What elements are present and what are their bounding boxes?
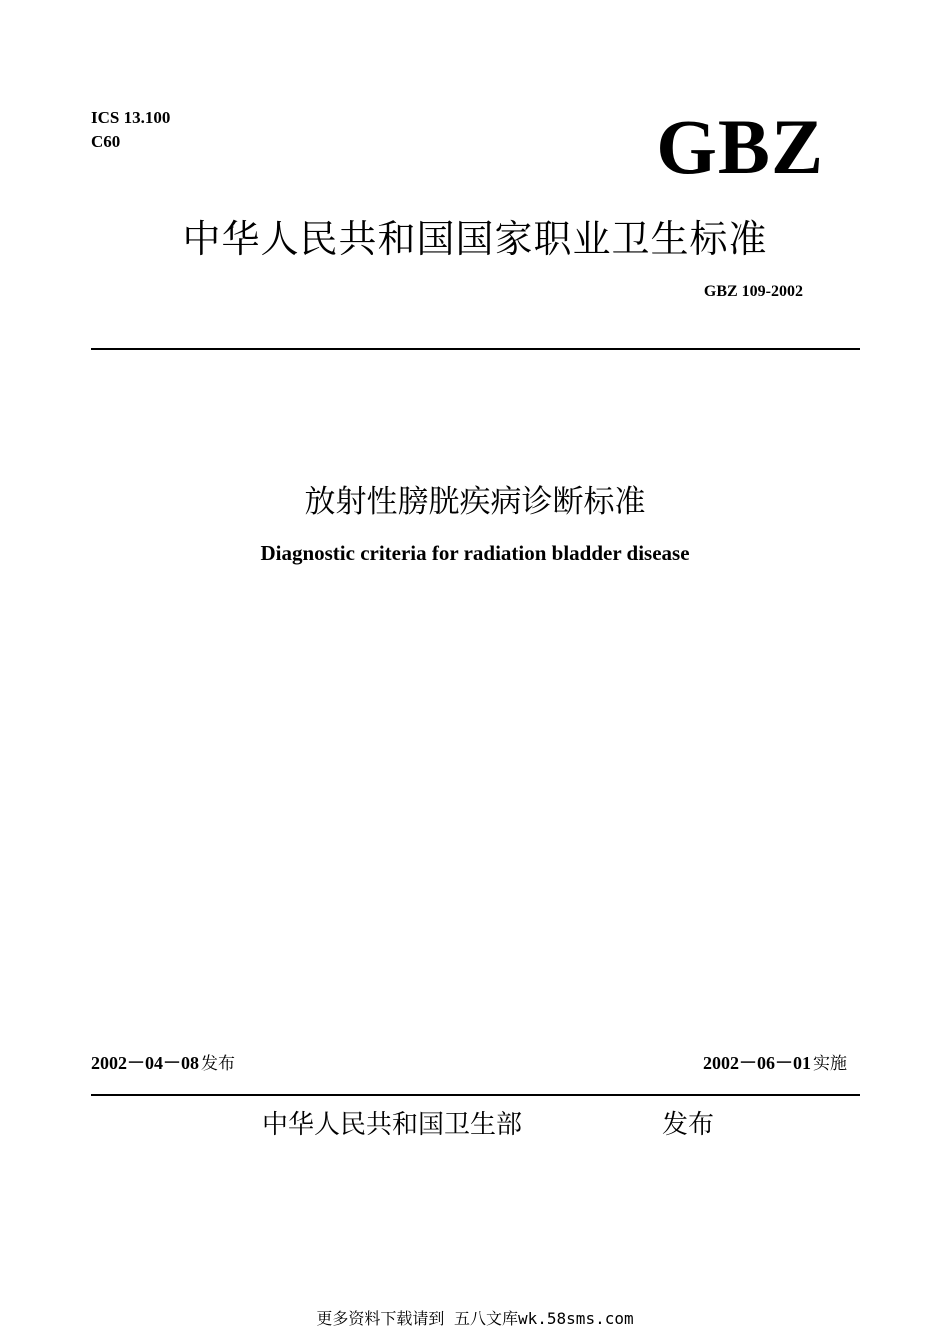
implement-date: 2002－06－01 [703,1053,811,1073]
implement-label: 实施 [813,1054,847,1074]
ics-code: ICS 13.100 [91,108,171,127]
issue-label: 发布 [201,1054,235,1074]
issue-date: 2002－04－08 [91,1053,199,1073]
document-title-chinese: 放射性膀胱疾病诊断标准 [304,484,646,520]
standard-category-title: 中华人民共和国国家职业卫生标准 [182,217,768,261]
issuing-action: 发布 [662,1110,715,1140]
issuing-authority: 中华人民共和国卫生部 [262,1110,523,1140]
implement-date-line [703,1051,847,1076]
ccs-code: C60 [91,132,121,151]
standard-mark: GBZ [656,103,824,190]
standard-number: GBZ 109-2002 [703,283,803,300]
bottom-divider [91,1094,860,1096]
top-divider [91,348,860,350]
download-footer-link[interactable]: 更多资料下载请到 五八文库wk.58sms.com [316,1309,634,1328]
issue-date-line [91,1051,235,1076]
document-title-english: Diagnostic criteria for radiation bladder disease [260,541,690,565]
